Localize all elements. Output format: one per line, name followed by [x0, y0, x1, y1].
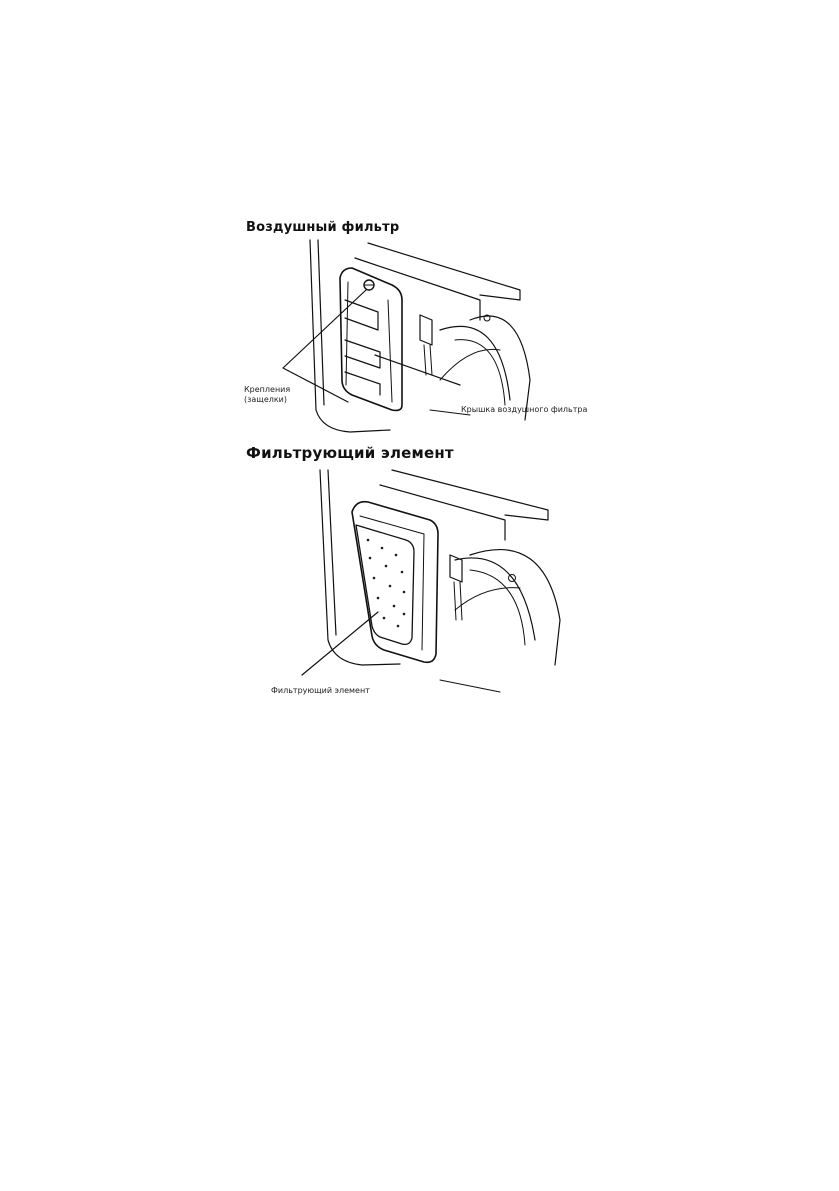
air-filter-heading: Воздушный фильтр [246, 220, 400, 235]
filter-element-callout: Фильтрующий элемент [271, 686, 370, 695]
latches-callout-line2: (защелки) [244, 395, 287, 404]
filter-element-heading: Фильтрующий элемент [246, 444, 454, 462]
latches-callout-line1: Крепления [244, 385, 291, 394]
cover-callout: Крышка воздушного фильтра [461, 405, 588, 414]
